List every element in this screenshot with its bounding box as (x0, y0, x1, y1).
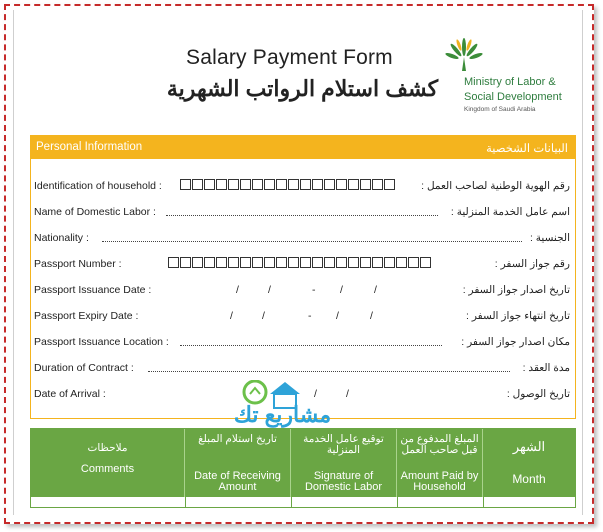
field-label-ar: تاريخ الوصول : (506, 388, 570, 400)
field-label-ar: رقم جواز السفر : (494, 258, 570, 270)
column-amount-paid (397, 429, 483, 497)
date-dash: - (312, 284, 316, 296)
nationality-line[interactable] (102, 241, 522, 242)
ministry-country: Kingdom of Saudi Arabia (464, 106, 536, 113)
date-slash: / (230, 310, 233, 322)
field-household-id (34, 180, 574, 196)
issuance-location-line[interactable] (180, 345, 442, 346)
date-slash: / (314, 388, 317, 400)
field-label-en: Passport Issuance Date : (34, 284, 152, 296)
ministry-name-line1: Ministry of Labor & (464, 76, 556, 88)
section-title-en: Personal Information (36, 141, 143, 153)
table-header (31, 429, 575, 497)
field-label-en: Duration of Contract : (34, 362, 134, 374)
ministry-name-line2: Social Development (464, 91, 562, 103)
passport-number-boxes[interactable] (168, 257, 432, 269)
payment-table (30, 428, 576, 508)
field-label-ar: تاريخ انتهاء جواز السفر : (466, 310, 570, 322)
date-slash: / (340, 284, 343, 296)
field-label-en: Passport Expiry Date : (34, 310, 139, 322)
field-label-ar: تاريخ اصدار جواز السفر : (462, 284, 570, 296)
section-title-ar: البيانات الشخصية (486, 143, 568, 155)
date-slash: / (370, 310, 373, 322)
date-dash: - (308, 310, 312, 322)
field-label-en: Name of Domestic Labor : (34, 206, 156, 218)
field-contract-duration (34, 362, 574, 378)
field-label-en: Passport Issuance Location : (34, 336, 169, 348)
form-title-en: Salary Payment Form (186, 46, 393, 69)
field-label-ar: الجنسية : (529, 232, 570, 244)
watermark-text: مشاريع تك (233, 402, 332, 427)
column-month (483, 429, 575, 497)
column-label-ar: ملاحظات (87, 442, 128, 454)
column-label-ar: الشهر (512, 439, 546, 454)
date-slash: / (262, 310, 265, 322)
column-label-en: Month (512, 472, 546, 486)
column-label-ar: تاريخ استلام المبلغ (198, 433, 277, 445)
field-label-en: Passport Number : (34, 258, 122, 270)
column-signature (291, 429, 397, 497)
column-label-ar: المبلغ المدفوع من قبل صاحب العمل (400, 433, 479, 456)
field-nationality (34, 232, 574, 248)
date-slash: / (346, 388, 349, 400)
labor-name-line[interactable] (166, 215, 438, 216)
column-label-en: Date of Receiving Amount (194, 470, 281, 493)
ministry-logo-icon (442, 33, 486, 77)
form-title-ar: كشف استلام الرواتب الشهرية (166, 76, 439, 101)
date-slash: / (336, 310, 339, 322)
date-slash: / (236, 284, 239, 296)
date-slash: / (374, 284, 377, 296)
field-label-en: Identification of household : (34, 180, 162, 192)
column-label-en: Comments (80, 463, 135, 475)
field-passport-issuance-location (34, 336, 574, 352)
field-label-ar: رقم الهوية الوطنية لصاحب العمل : (421, 180, 570, 192)
personal-info-header (30, 135, 576, 159)
column-comments (31, 429, 185, 497)
field-label-ar: مدة العقد : (522, 362, 570, 374)
column-label-ar: توقيع عامل الخدمة المنزلية (303, 433, 384, 456)
household-id-boxes[interactable] (180, 179, 396, 191)
column-label-en: Signature of Domestic Labor (304, 470, 383, 493)
column-date-received (185, 429, 291, 497)
field-passport-number (34, 258, 574, 274)
table-row[interactable] (31, 497, 575, 507)
field-passport-expiry-date (34, 310, 574, 326)
field-label-en: Nationality : (34, 232, 89, 244)
field-passport-issuance-date (34, 284, 574, 300)
field-label-ar: اسم عامل الخدمة المنزلية : (450, 206, 570, 218)
field-label-en: Date of Arrival : (34, 388, 106, 400)
field-label-ar: مكان اصدار جواز السفر : (461, 336, 570, 348)
column-label-en: Amount Paid by Household (400, 470, 479, 493)
date-slash: / (268, 284, 271, 296)
field-labor-name (34, 206, 574, 222)
contract-duration-line[interactable] (148, 371, 510, 372)
